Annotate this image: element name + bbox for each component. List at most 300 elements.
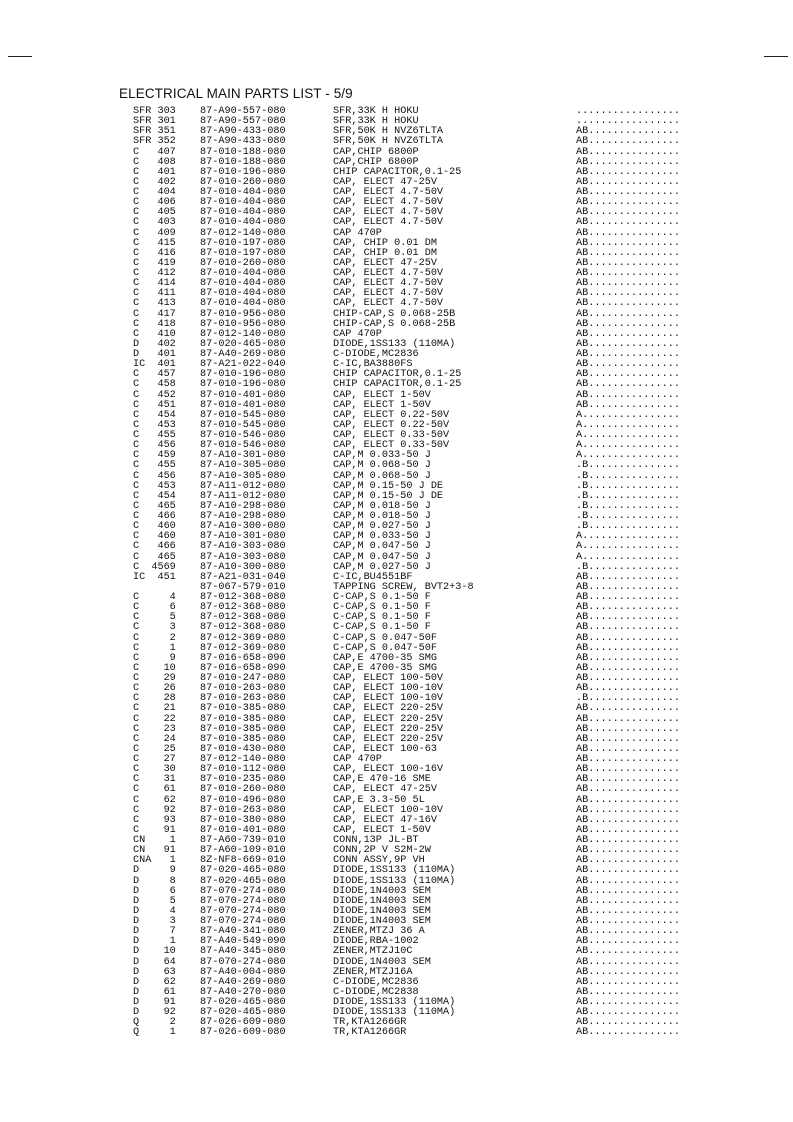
parts-row <box>133 947 733 957</box>
part-no: 87-A10-298-080 <box>200 500 286 512</box>
ref-no: C 403 <box>133 217 176 229</box>
part-no: 87-A40-269-080 <box>200 349 286 360</box>
note: AB............... <box>576 733 680 745</box>
ref-no: C 28 <box>133 693 176 705</box>
ref-no: C 458 <box>133 379 176 391</box>
description: CAP, ELECT 4.7-50V <box>333 187 444 198</box>
note: AB............... <box>576 227 680 239</box>
description: CAP, ELECT 47-25V <box>333 784 437 796</box>
note: AB............... <box>576 156 680 168</box>
part-no: 87-010-263-080 <box>200 693 286 705</box>
description: DIODE,1SS133 (110MA) <box>333 338 456 350</box>
description: TAPPING SCREW, BVT2+3-8 <box>333 581 474 593</box>
note: AB............... <box>576 713 680 725</box>
ref-no: SFR 352 <box>133 136 176 148</box>
note: AB............... <box>576 754 680 765</box>
description: CAP, ELECT 1-50V <box>333 389 431 401</box>
description: C-IC,BA3880FS <box>333 359 413 371</box>
ref-no: D 401 <box>133 349 176 360</box>
part-no: 87-010-496-080 <box>200 794 286 806</box>
ref-no: C 1 <box>133 642 176 654</box>
ref-no: C 3 <box>133 622 176 634</box>
part-no: 87-010-404-080 <box>200 207 286 219</box>
part-no: 87-010-401-080 <box>200 824 286 836</box>
description: CAP, ELECT 47-25V <box>333 176 437 188</box>
part-no: 8Z-NF8-669-010 <box>200 855 286 867</box>
ref-no: C 465 <box>133 551 176 563</box>
parts-row <box>133 137 733 147</box>
note: AB............... <box>576 602 680 614</box>
ref-no: C 4569 <box>133 561 176 573</box>
part-no: 87-070-274-080 <box>200 956 286 968</box>
note: AB............... <box>576 349 680 360</box>
part-no: 87-010-546-080 <box>200 430 286 441</box>
note: .B............... <box>576 561 680 573</box>
part-no: 87-012-140-080 <box>200 227 286 239</box>
ref-no: CN 1 <box>133 835 176 846</box>
part-no: 87-A10-305-080 <box>200 470 286 482</box>
ref-no: C 401 <box>133 166 176 178</box>
note: AB............... <box>576 966 680 978</box>
note: AB............... <box>576 257 680 269</box>
ref-no: C 10 <box>133 662 176 674</box>
note: .B............... <box>576 460 680 472</box>
description: CONN,13P JL-BT <box>333 835 419 846</box>
note: ................. <box>576 116 680 128</box>
part-no: 87-010-188-080 <box>200 146 286 158</box>
description: CAP, ELECT 4.7-50V <box>333 268 444 279</box>
part-no: 87-A40-004-080 <box>200 966 286 978</box>
part-no: 87-A40-341-080 <box>200 926 286 938</box>
part-no: 87-012-368-080 <box>200 622 286 634</box>
note: AB............... <box>576 217 680 229</box>
ref-no: CN 91 <box>133 845 176 857</box>
description: CAP,M 0.027-50 J <box>333 561 431 573</box>
note: AB............... <box>576 835 680 846</box>
ref-no: C 413 <box>133 298 176 310</box>
note: AB............... <box>576 764 680 776</box>
description: CAP,M 0.018-50 J <box>333 511 431 522</box>
part-no: 87-010-546-080 <box>200 440 286 452</box>
ref-no: CNA 1 <box>133 855 176 867</box>
part-no: 87-010-430-080 <box>200 743 286 755</box>
description: CHIP CAPACITOR,0.1-25 <box>333 166 462 178</box>
note: .B............... <box>576 480 680 492</box>
part-no: 87-010-235-080 <box>200 774 286 786</box>
description: CAP, ELECT 220-25V <box>333 723 444 735</box>
ref-no: C 412 <box>133 268 176 279</box>
ref-no: IC 451 <box>133 571 176 583</box>
ref-no: D 8 <box>133 875 176 887</box>
part-no: 87-010-401-080 <box>200 389 286 401</box>
ref-no: D 63 <box>133 966 176 978</box>
note: AB............... <box>576 278 680 290</box>
ref-no: D 1 <box>133 936 176 948</box>
description: CAP, ELECT 100-16V <box>333 764 444 776</box>
note: AB............... <box>576 723 680 735</box>
description: CAP, ELECT 1-50V <box>333 824 431 836</box>
note: A................ <box>576 440 680 452</box>
description: CAP, ELECT 47-25V <box>333 257 437 269</box>
note: AB............... <box>576 926 680 938</box>
description: C-CAP,S 0.1-50 F <box>333 612 431 624</box>
ref-no: D 62 <box>133 976 176 988</box>
description: CAP,M 0.068-50 J <box>333 460 431 472</box>
parts-row <box>133 299 733 309</box>
note: AB............... <box>576 875 680 887</box>
part-no: 87-010-404-080 <box>200 187 286 198</box>
description: C-CAP,S 0.1-50 F <box>333 622 431 634</box>
note: .B............... <box>576 500 680 512</box>
note: AB............... <box>576 571 680 583</box>
description: TR,KTA1266GR <box>333 1027 407 1039</box>
ref-no: C 451 <box>133 399 176 411</box>
page-title: ELECTRICAL MAIN PARTS LIST - 5/9 <box>119 86 353 101</box>
ref-no: C 31 <box>133 774 176 786</box>
note: AB............... <box>576 1007 680 1019</box>
ref-no: C 9 <box>133 652 176 664</box>
note: AB............... <box>576 986 680 998</box>
description: CAP,M 0.047-50 J <box>333 551 431 563</box>
note: AB............... <box>576 1017 680 1029</box>
ref-no: C 454 <box>133 409 176 421</box>
parts-list <box>133 107 733 1039</box>
note: AB............... <box>576 136 680 148</box>
part-no: 87-070-274-080 <box>200 895 286 907</box>
ref-no: C 465 <box>133 500 176 512</box>
ref-no: C 402 <box>133 176 176 188</box>
parts-row <box>133 623 733 633</box>
description: CAP, CHIP 0.01 DM <box>333 237 437 249</box>
description: SFR,33K H HOKU <box>333 106 419 117</box>
part-no: 87-010-404-080 <box>200 278 286 290</box>
part-no: 87-010-247-080 <box>200 673 286 684</box>
part-no: 87-012-369-080 <box>200 642 286 654</box>
ref-no: C 455 <box>133 460 176 472</box>
part-no: 87-A10-301-080 <box>200 450 286 462</box>
description: TR,KTA1266GR <box>333 1017 407 1029</box>
part-no: 87-A40-345-080 <box>200 946 286 958</box>
description: CAP 470P <box>333 328 382 340</box>
part-no: 87-026-609-080 <box>200 1027 286 1039</box>
part-no: 87-010-956-080 <box>200 318 286 330</box>
description: CAP, ELECT 220-25V <box>333 713 444 725</box>
note: AB............... <box>576 389 680 401</box>
ref-no: D 5 <box>133 895 176 907</box>
note: A................ <box>576 450 680 462</box>
part-no: 87-010-404-080 <box>200 217 286 229</box>
ref-no: C 5 <box>133 612 176 624</box>
description: C-DIODE,MC2836 <box>333 976 419 988</box>
note: AB............... <box>576 298 680 310</box>
note: AB............... <box>576 207 680 219</box>
ref-no: C 466 <box>133 511 176 522</box>
ref-no: D 6 <box>133 885 176 897</box>
part-no: 87-070-274-080 <box>200 885 286 897</box>
ref-no: C 23 <box>133 723 176 735</box>
ref-no: C 459 <box>133 450 176 462</box>
note: AB............... <box>576 652 680 664</box>
note: AB............... <box>576 683 680 695</box>
note: AB............... <box>576 379 680 391</box>
part-no: 87-A60-739-010 <box>200 835 286 846</box>
description: C-CAP,S 0.1-50 F <box>333 592 431 603</box>
note: AB............... <box>576 855 680 867</box>
description: CAP,E 4700-35 SMG <box>333 662 437 674</box>
ref-no: C 29 <box>133 673 176 684</box>
note: AB............... <box>576 774 680 786</box>
description: DIODE,1N4003 SEM <box>333 895 431 907</box>
note: A................ <box>576 551 680 563</box>
ref-no: C 452 <box>133 389 176 401</box>
description: CAP, ELECT 0.33-50V <box>333 440 450 452</box>
ref-no: C 411 <box>133 288 176 300</box>
ref-no: D 91 <box>133 997 176 1008</box>
ref-no: C 406 <box>133 197 176 209</box>
note: A................ <box>576 430 680 441</box>
description: DIODE,1N4003 SEM <box>333 916 431 927</box>
note: AB............... <box>576 318 680 330</box>
note: A................ <box>576 541 680 553</box>
part-no: 87-A11-012-080 <box>200 480 286 492</box>
note: AB............... <box>576 369 680 381</box>
ref-no: C 2 <box>133 632 176 644</box>
note: AB............... <box>576 288 680 300</box>
part-no: 87-A60-109-010 <box>200 845 286 857</box>
margin-mark-left <box>8 56 32 57</box>
note: AB............... <box>576 308 680 320</box>
note: AB............... <box>576 905 680 917</box>
note: AB............... <box>576 885 680 897</box>
part-no: 87-A90-433-080 <box>200 126 286 138</box>
note: A................ <box>576 409 680 421</box>
ref-no: C 92 <box>133 804 176 816</box>
ref-no: C 404 <box>133 187 176 198</box>
description: CAP,E 470-16 SME <box>333 774 431 786</box>
description: CAP, ELECT 0.22-50V <box>333 419 450 431</box>
description: CAP, ELECT 4.7-50V <box>333 278 444 290</box>
note: AB............... <box>576 237 680 249</box>
description: CAP,E 3.3-50 5L <box>333 794 425 806</box>
ref-no: D 92 <box>133 1007 176 1019</box>
parts-row <box>133 866 733 876</box>
description: DIODE,1N4003 SEM <box>333 956 431 968</box>
description: SFR,33K H HOKU <box>333 116 419 128</box>
margin-mark-right <box>764 56 788 57</box>
ref-no: C 466 <box>133 541 176 553</box>
ref-no: D 4 <box>133 905 176 917</box>
ref-no: IC 401 <box>133 359 176 371</box>
note: AB............... <box>576 146 680 158</box>
ref-no: D 61 <box>133 986 176 998</box>
description: CAP,M 0.047-50 J <box>333 541 431 553</box>
part-no: 87-010-260-080 <box>200 257 286 269</box>
ref-no: C 405 <box>133 207 176 219</box>
note: AB............... <box>576 976 680 988</box>
description: ZENER,MTZJ10C <box>333 946 413 958</box>
description: DIODE,1SS133 (110MA) <box>333 865 456 877</box>
note: AB............... <box>576 814 680 826</box>
note: .B............... <box>576 511 680 522</box>
ref-no: C 93 <box>133 814 176 826</box>
description: C-IC,BU4551BF <box>333 571 413 583</box>
part-no: 87-A10-301-080 <box>200 531 286 543</box>
part-no: 87-020-465-080 <box>200 997 286 1008</box>
ref-no: SFR 303 <box>133 106 176 117</box>
part-no: 87-010-385-080 <box>200 703 286 715</box>
description: DIODE,1N4003 SEM <box>333 905 431 917</box>
description: CHIP CAPACITOR,0.1-25 <box>333 369 462 381</box>
description: CAP,M 0.033-50 J <box>333 531 431 543</box>
part-no: 87-010-956-080 <box>200 308 286 320</box>
parts-row <box>133 218 733 228</box>
part-no: 87-010-404-080 <box>200 268 286 279</box>
description: DIODE,1SS133 (110MA) <box>333 1007 456 1019</box>
note: AB............... <box>576 662 680 674</box>
description: DIODE,1SS133 (110MA) <box>333 997 456 1008</box>
note: .B............... <box>576 521 680 533</box>
description: C-DIODE,MC2836 <box>333 349 419 360</box>
parts-row <box>133 380 733 390</box>
note: AB............... <box>576 1027 680 1039</box>
note: AB............... <box>576 399 680 411</box>
ref-no: C 460 <box>133 521 176 533</box>
note: AB............... <box>576 956 680 968</box>
ref-no: C 453 <box>133 480 176 492</box>
part-no: 87-A10-300-080 <box>200 561 286 573</box>
part-no: 87-A10-298-080 <box>200 511 286 522</box>
part-no: 87-010-385-080 <box>200 733 286 745</box>
part-no: 87-010-196-080 <box>200 166 286 178</box>
part-no: 87-010-404-080 <box>200 197 286 209</box>
description: CAP, ELECT 220-25V <box>333 733 444 745</box>
description: CAP, ELECT 100-63 <box>333 743 437 755</box>
note: AB............... <box>576 328 680 340</box>
note: AB............... <box>576 176 680 188</box>
part-no: 87-010-260-080 <box>200 784 286 796</box>
ref-no: D 3 <box>133 916 176 927</box>
ref-no: C 21 <box>133 703 176 715</box>
note: AB............... <box>576 187 680 198</box>
part-no: 87-010-545-080 <box>200 409 286 421</box>
part-no: 87-012-368-080 <box>200 602 286 614</box>
part-no: 87-012-369-080 <box>200 632 286 644</box>
ref-no: D 10 <box>133 946 176 958</box>
ref-no: C 415 <box>133 237 176 249</box>
ref-no: C 61 <box>133 784 176 796</box>
ref-no: C 453 <box>133 419 176 431</box>
ref-no: C 27 <box>133 754 176 765</box>
part-no: 87-010-188-080 <box>200 156 286 168</box>
part-no: 87-A40-549-090 <box>200 936 286 948</box>
part-no: 87-A40-270-080 <box>200 986 286 998</box>
description: C-CAP,S 0.047-50F <box>333 632 437 644</box>
description: CAP,M 0.15-50 J DE <box>333 490 444 502</box>
ref-no: Q 1 <box>133 1027 176 1039</box>
ref-no: SFR 351 <box>133 126 176 138</box>
ref-no: C 457 <box>133 369 176 381</box>
description: CAP, CHIP 0.01 DM <box>333 247 437 259</box>
part-no: 87-010-197-080 <box>200 237 286 249</box>
ref-no: C 4 <box>133 592 176 603</box>
part-no: 87-A40-269-080 <box>200 976 286 988</box>
note: AB............... <box>576 126 680 138</box>
ref-no: D 7 <box>133 926 176 938</box>
part-no: 87-010-380-080 <box>200 814 286 826</box>
ref-no: C 416 <box>133 247 176 259</box>
part-no: 87-A21-031-040 <box>200 571 286 583</box>
ref-no: C 455 <box>133 430 176 441</box>
part-no: 87-010-404-080 <box>200 288 286 300</box>
description: CAP, ELECT 1-50V <box>333 399 431 411</box>
note: AB............... <box>576 642 680 654</box>
note: AB............... <box>576 166 680 178</box>
description: CAP, ELECT 4.7-50V <box>333 217 444 229</box>
description: C-CAP,S 0.047-50F <box>333 642 437 654</box>
part-no: 87-A10-303-080 <box>200 541 286 553</box>
part-no: 87-067-579-010 <box>200 581 286 593</box>
description: CAP, ELECT 100-10V <box>333 693 444 705</box>
note: AB............... <box>576 946 680 958</box>
note: A................ <box>576 531 680 543</box>
description: C-DIODE,MC2838 <box>333 986 419 998</box>
part-no: 87-020-465-080 <box>200 865 286 877</box>
description: CAP 470P <box>333 754 382 765</box>
note: AB............... <box>576 338 680 350</box>
parts-row <box>133 1028 733 1038</box>
part-no: 87-016-658-090 <box>200 652 286 664</box>
part-no: 87-A10-300-080 <box>200 521 286 533</box>
note: AB............... <box>576 845 680 857</box>
part-no: 87-020-465-080 <box>200 1007 286 1019</box>
description: CHIP-CAP,S 0.068-25B <box>333 318 456 330</box>
description: CAP, ELECT 0.22-50V <box>333 409 450 421</box>
description: CAP,CHIP 6800P <box>333 156 419 168</box>
part-no: 87-010-112-080 <box>200 764 286 776</box>
note: AB............... <box>576 936 680 948</box>
ref-no: Q 2 <box>133 1017 176 1029</box>
ref-no: C 417 <box>133 308 176 320</box>
note: AB............... <box>576 581 680 593</box>
ref-no: C 30 <box>133 764 176 776</box>
note: A................ <box>576 419 680 431</box>
note: AB............... <box>576 703 680 715</box>
parts-row <box>133 785 733 795</box>
note: AB............... <box>576 997 680 1008</box>
note: AB............... <box>576 247 680 259</box>
ref-no: C 22 <box>133 713 176 725</box>
parts-row <box>133 704 733 714</box>
description: CAP,M 0.018-50 J <box>333 500 431 512</box>
part-no: 87-020-465-080 <box>200 875 286 887</box>
part-no: 87-A10-303-080 <box>200 551 286 563</box>
description: CAP, ELECT 100-10V <box>333 683 444 695</box>
ref-no: C 418 <box>133 318 176 330</box>
note: AB............... <box>576 673 680 684</box>
ref-no: C 91 <box>133 824 176 836</box>
part-no: 87-012-368-080 <box>200 592 286 603</box>
ref-no: C 62 <box>133 794 176 806</box>
description: SFR,50K H NVZ6TLTA <box>333 136 444 148</box>
description: CAP, ELECT 100-10V <box>333 804 444 816</box>
note: AB............... <box>576 895 680 907</box>
part-no: 87-020-465-080 <box>200 338 286 350</box>
ref-no: C 409 <box>133 227 176 239</box>
parts-row <box>133 542 733 552</box>
ref-no: C 460 <box>133 531 176 543</box>
note: .B............... <box>576 490 680 502</box>
note: AB............... <box>576 824 680 836</box>
